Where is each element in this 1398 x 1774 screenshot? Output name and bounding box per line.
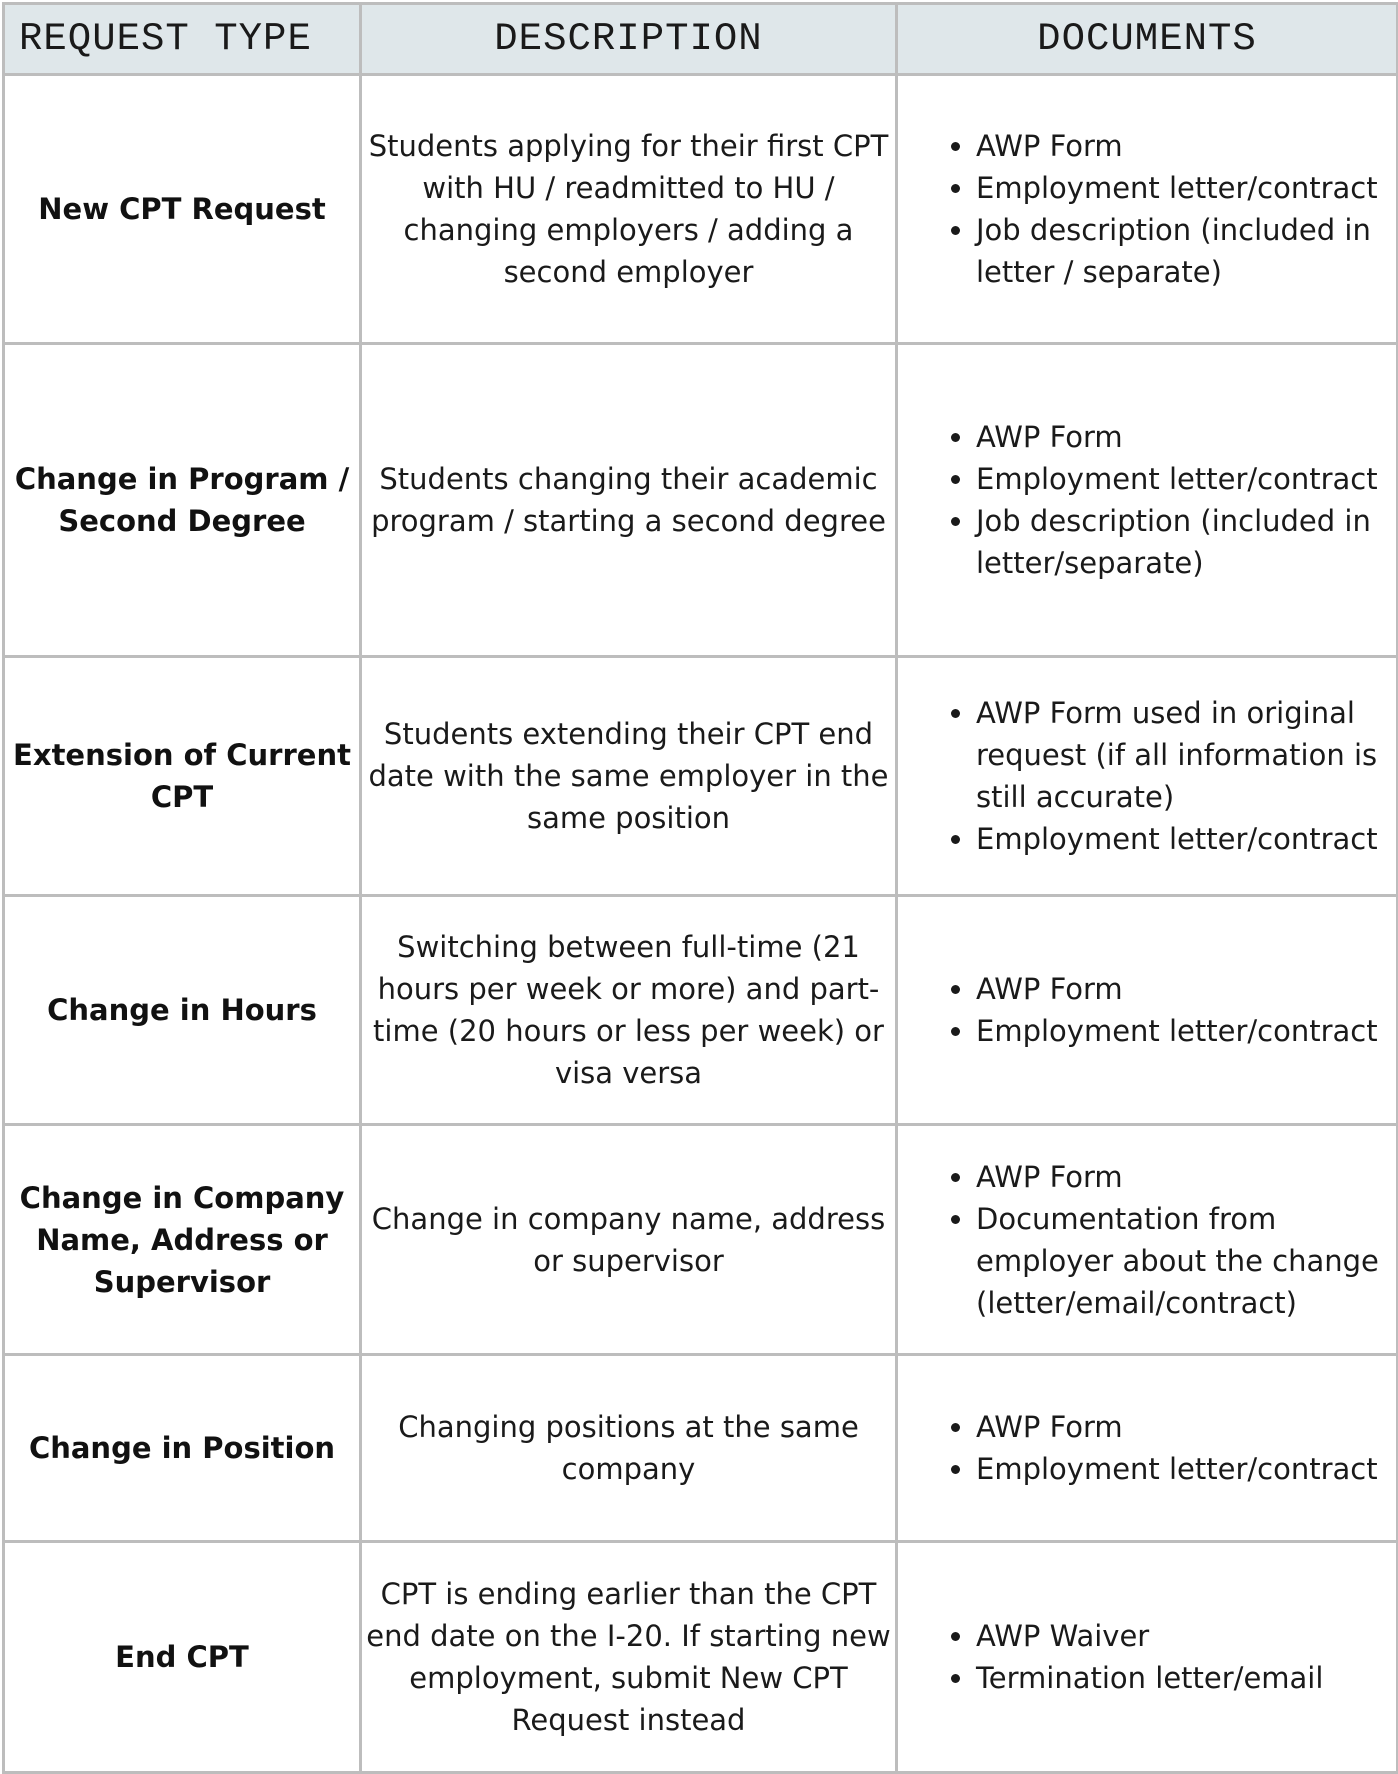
document-item: • Employment letter/contract — [976, 458, 1396, 500]
description-cell: Students changing their academic program / starting a second degree — [361, 344, 897, 657]
documents-cell — [897, 1125, 1398, 1355]
document-item: • AWP Form — [976, 416, 1396, 458]
document-item: • AWP Form — [976, 125, 1396, 167]
document-item: • Job description (included in letter / separate) — [976, 209, 1396, 293]
header-documents: DOCUMENTS — [897, 4, 1398, 75]
document-item: • Employment letter/contract — [976, 818, 1396, 860]
description-cell: Students applying for their first CPT with HU / readmitted to HU / changing employers / adding a second employer — [361, 75, 897, 344]
table-row — [4, 1125, 1398, 1355]
description-cell: Change in company name, address or supervisor — [361, 1125, 897, 1355]
request-type-cell: Change in Company Name, Address or Supervisor — [4, 1125, 361, 1355]
document-item: • AWP Form — [976, 968, 1396, 1010]
request-type-cell: Change in Hours — [4, 896, 361, 1125]
documents-cell — [897, 75, 1398, 344]
header-request-type: REQUEST TYPE — [4, 4, 361, 75]
documents-cell — [897, 1355, 1398, 1542]
table-row — [4, 1542, 1398, 1773]
document-item: • Documentation from employer about the change (letter/email/contract) — [976, 1198, 1396, 1324]
description-cell: Changing positions at the same company — [361, 1355, 897, 1542]
description-cell: Students extending their CPT end date with the same employer in the same position — [361, 657, 897, 896]
documents-list — [898, 125, 1396, 293]
documents-list — [898, 692, 1396, 860]
table-row — [4, 75, 1398, 344]
request-type-cell: Extension of Current CPT — [4, 657, 361, 896]
documents-list — [898, 1156, 1396, 1324]
document-item: • Employment letter/contract — [976, 1448, 1396, 1490]
document-item: • Job description (included in letter/separate) — [976, 500, 1396, 584]
documents-list — [898, 968, 1396, 1052]
documents-cell — [897, 344, 1398, 657]
table-row — [4, 896, 1398, 1125]
documents-cell — [897, 657, 1398, 896]
documents-list — [898, 416, 1396, 584]
document-item: • AWP Form — [976, 1156, 1396, 1198]
document-item: • AWP Form used in original request (if all information is still accurate) — [976, 692, 1396, 818]
document-item: • AWP Form — [976, 1406, 1396, 1448]
header-description: DESCRIPTION — [361, 4, 897, 75]
documents-cell — [897, 1542, 1398, 1773]
document-item: • AWP Waiver — [976, 1615, 1396, 1657]
documents-cell — [897, 896, 1398, 1125]
cpt-request-table — [2, 2, 1398, 1774]
request-type-cell: New CPT Request — [4, 75, 361, 344]
description-cell: Switching between full-time (21 hours per week or more) and part-time (20 hours or less per week) or visa versa — [361, 896, 897, 1125]
table-header-row — [4, 4, 1398, 75]
documents-list — [898, 1406, 1396, 1490]
table-row — [4, 657, 1398, 896]
table-row — [4, 1355, 1398, 1542]
table-row — [4, 344, 1398, 657]
document-item: • Employment letter/contract — [976, 167, 1396, 209]
description-cell: CPT is ending earlier than the CPT end date on the I-20. If starting new employment, submit New CPT Request instead — [361, 1542, 897, 1773]
request-type-cell: Change in Program / Second Degree — [4, 344, 361, 657]
document-item: • Employment letter/contract — [976, 1010, 1396, 1052]
document-item: • Termination letter/email — [976, 1657, 1396, 1699]
request-type-cell: Change in Position — [4, 1355, 361, 1542]
request-type-cell: End CPT — [4, 1542, 361, 1773]
documents-list — [898, 1615, 1396, 1699]
